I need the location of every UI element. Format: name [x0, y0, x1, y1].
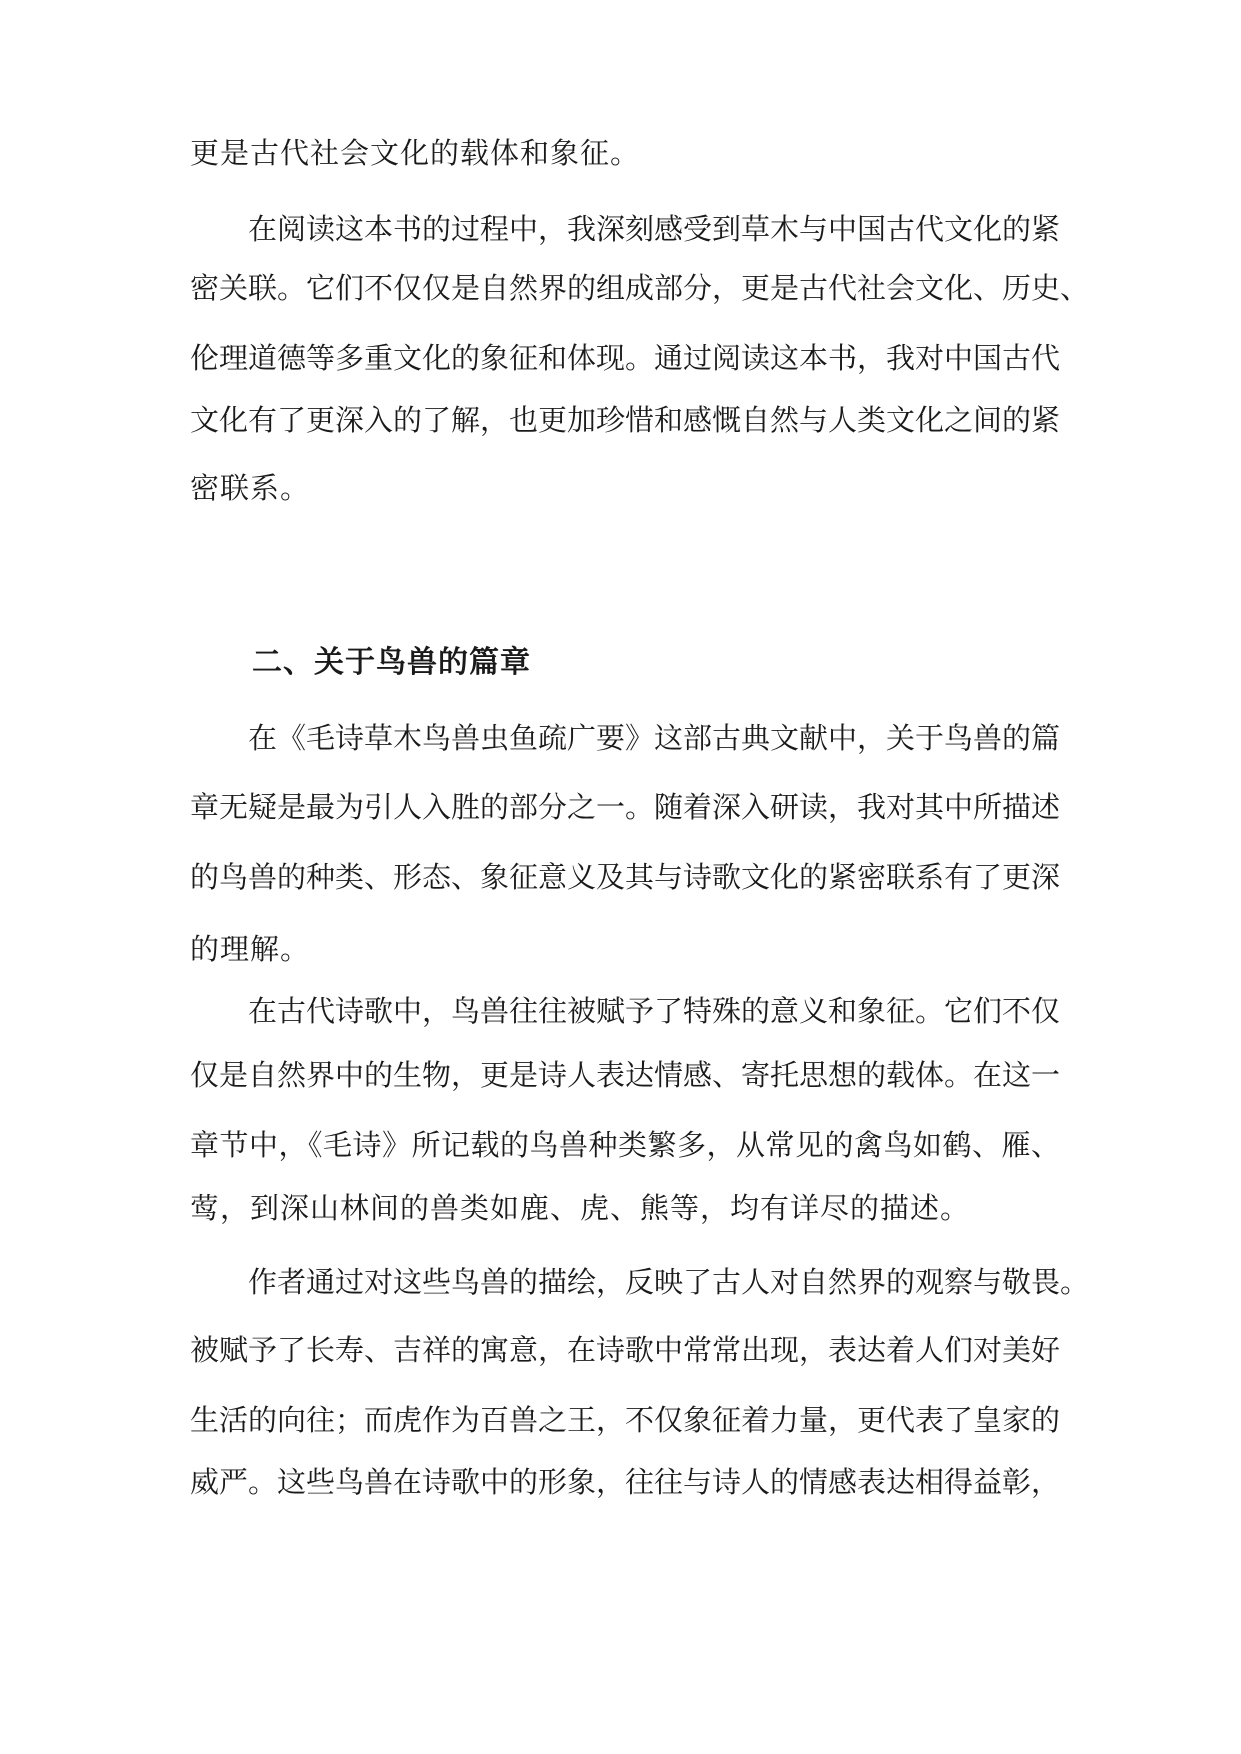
text-line: 章节中，《毛诗》所记载的鸟兽种类繁多，从常见的禽鸟如鹤、雁、 [190, 1128, 1060, 1162]
text-line: 在《毛诗草木鸟兽虫鱼疏广要》这部古典文献中，关于鸟兽的篇 [248, 721, 1061, 755]
text-line: 生活的向往；而虎作为百兽之王，不仅象征着力量，更代表了皇家的 [190, 1403, 1061, 1437]
text-line: 在古代诗歌中，鸟兽往往被赋予了特殊的意义和象征。它们不仅 [248, 994, 1061, 1028]
text-line: 密联系。 [190, 471, 311, 505]
text-line: 更是古代社会文化的载体和象征。 [190, 136, 641, 170]
text-line: 的鸟兽的种类、形态、象征意义及其与诗歌文化的紧密联系有了更深 [190, 860, 1061, 894]
text-line: 的理解。 [190, 932, 311, 966]
text-line: 作者通过对这些鸟兽的描绘，反映了古人对自然界的观察与敬畏。 [248, 1265, 1090, 1299]
text-line: 密关联。它们不仅仅是自然界的组成部分，更是古代社会文化、历史、 [190, 271, 1090, 305]
text-line: 伦理道德等多重文化的象征和体现。通过阅读这本书，我对中国古代 [190, 341, 1061, 375]
text-line: 莺，到深山林间的兽类如鹿、虎、熊等，均有详尽的描述。 [190, 1191, 971, 1225]
text-line: 文化有了更深入的了解，也更加珍惜和感慨自然与人类文化之间的紧 [190, 403, 1061, 437]
text-line: 章无疑是最为引人入胜的部分之一。随着深入研读，我对其中所描述 [190, 790, 1061, 824]
text-line: 威严。这些鸟兽在诗歌中的形象，往往与诗人的情感表达相得益彰， [190, 1465, 1061, 1499]
section-heading: 二、关于鸟兽的篇章 [252, 645, 531, 680]
text-line: 仅是自然界中的生物，更是诗人表达情感、寄托思想的载体。在这一 [190, 1058, 1061, 1092]
text-line: 被赋予了长寿、吉祥的寓意，在诗歌中常常出现，表达着人们对美好 [190, 1333, 1061, 1367]
text-line: 在阅读这本书的过程中，我深刻感受到草木与中国古代文化的紧 [248, 212, 1061, 246]
